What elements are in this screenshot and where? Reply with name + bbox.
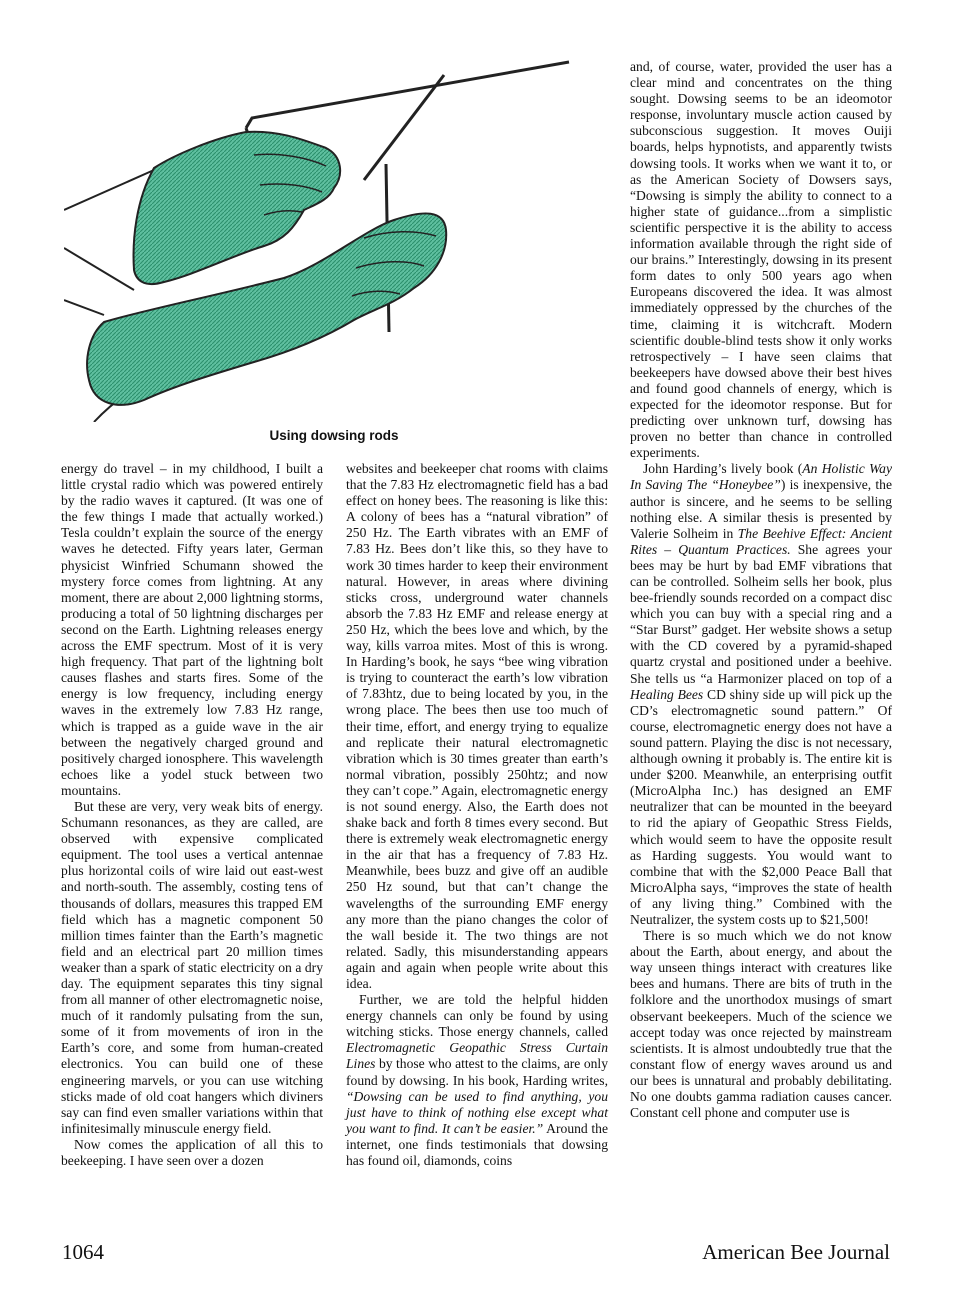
cd-title-italic: Healing Bees bbox=[630, 686, 704, 702]
paragraph: energy do travel – in my childhood, I built a little crystal radio which was powered entirely by the radio waves it captured. (It was one of the few things I made that actually worked.) Tesla couldn’t explain the source of the energy waves he detected. Fifty years later, German physicist Winfried Schumann showed the mystery force comes from lightning. At any moment, there are about 2,000 lightning storms, producing a total of 50 lightning discharges per second on the Earth. Lightning releases energy across the EMF spectrum. Most of it is very high frequency. That part of the lightning bolt causes flashes and starts fires. Some of the energy is low frequency, including energy waves in the extremely low 7.83 Hz range, which is trapped as a guide wave in the air between the negatively charged ground and positively charged ionosphere. This wavelength echoes like a yodel stuck between two mountains. bbox=[61, 461, 323, 798]
page-number: 1064 bbox=[62, 1240, 104, 1264]
text-run: Further, we are told the helpful hidden energy channels can only be found by using witching sticks. Those energy channels, called bbox=[346, 992, 608, 1040]
text-run: John Harding’s lively book ( bbox=[643, 461, 803, 477]
text-run: She agrees your bees may be hurt by bad EMF vibrations that can be controlled. Solheim sells her book, plus bee-friendly sounds recorded on a compact disc which you can buy with a special ring and a “Star Burst” gadget. Her website shows a setup with the CD covered by a pyramid-shaped quartz crystal and positioned under a beehive. She tells us “a Harmonizer placed on top of a bbox=[630, 541, 892, 686]
book-title-italic: An Holistic Way In Saving The “Honeybee” bbox=[630, 461, 892, 493]
harding-quote-italic: “Dowsing can be used to find anything, you just have to think of nothing else except what you want to find. It can’t be easier.” bbox=[346, 1088, 608, 1136]
column-1 bbox=[61, 461, 323, 1169]
book-term-italic: Electromagnetic Geopathic Stress Curtain Lines bbox=[346, 1040, 608, 1072]
column-3 bbox=[630, 59, 892, 1121]
paragraph: and, of course, water, provided the user has a clear mind and concentrates on the thing sought. Dowsing seems to be an ideomotor response, involuntary muscle action caused by subconscious suggestion. It moves Ouiji boards, helps hypnotists, and apparently twists dowsing tools. It works when we want it to, or as the American Society of Dowsers says, “Dowsing is simply the ability to connect to a higher state of guidance...from a simplistic scientific perspective it is the ability to access information available through the right side of our brains.” Interestingly, dowsing in its present form dates to only 500 years ago when Europeans discovered the idea. It was almost immediately oppressed by the churches of the time, claiming it is witchcraft. Modern scientific double-blind tests show it only works retrospectively – I have seen claims that beekeepers have dowsed above their best hives and found good channels of energy, which is expected for the ideomotor response. But for predicting over unknown turf, dowsing has proven no better than chance in controlled experiments. bbox=[630, 59, 892, 461]
paragraph bbox=[346, 992, 608, 1169]
text-run: by those who attest to the claims, are only found by dowsing. In his book, Harding writes, bbox=[346, 1056, 608, 1088]
book-title-italic: The Beehive Effect: Ancient Rites – Quantum Practices. bbox=[630, 525, 892, 557]
paragraph: But these are very, very weak bits of energy. Schumann resonances, as they are called, are observed with expensive complicated equipment. The tool uses a vertical antennae plus horizontal coils of wire laid out east-west and north-south. The assembly, costing tens of thousands of dollars, measures this trapped EM field which has a magnetic component 50 million times fainter than the Earth’s magnetic field and an electrical part 20 million times weaker than a spark of static electricity on a dry day. The equipment separates this tiny signal from all manner of other electromagnetic noise, much of it randomly pulsating from the sun, some of it from movements of iron in the Earth’s core, and some from human-created electronics. You can build one of these engineering marvels, or you can use witching sticks made of old coat hangers which diviners say can find even smaller variations within that infinitesimally minuscule energy field. bbox=[61, 798, 323, 1136]
text-run: Around the internet, one finds testimonials that dowsing has found oil, diamonds, coins bbox=[346, 1120, 608, 1169]
figure-caption: Using dowsing rods bbox=[269, 428, 399, 443]
paragraph: There is so much which we do not know about the Earth, about energy, and about the way unseen things interact with creatures like bees and humans. There are bits of truth in the folklore and the unorthodox musings of smart observant beekeepers. Much of the science we accept today was once rejected by mainstream scientists. It is almost undoubtedly true that the constant flow of energy waves around us and our bees is unnatural and probably debilitating. No one doubts gamma radiation causes cancer. Constant cell phone and computer use is bbox=[630, 928, 892, 1121]
dowsing-rods-figure bbox=[64, 60, 604, 422]
text-run: CD shiny side up will pick up the CD’s electromagnetic sound pattern.” Of course, electromagnetic energy does not have a sound pattern. Playing the disc is not necessary, although owning it probably is. The entire kit is under $200. Meanwhile, an enterprising outfit (MicroAlpha Inc.) has designed an EMF neutralizer that can be mounted in the beeyard to rid the apiary of Geopathic Stress Fields, which would seem to have the opposite result as Harding suggests. You would want to combine that with the $2,000 Peace Ball that MicroAlpha says, “improves the state of health of any living thing.” Combined with the Neutralizer, the system costs up to $21,500! bbox=[630, 686, 892, 927]
column-2 bbox=[346, 461, 608, 1169]
paragraph: Now comes the application of all this to beekeeping. I have seen over a dozen bbox=[61, 1136, 323, 1169]
text-run: ) is inexpensive, the author is sincere, and he seems to be selling nothing else. A similar thesis is presented by Valerie Solheim in bbox=[630, 477, 892, 541]
journal-name: American Bee Journal bbox=[702, 1240, 890, 1264]
paragraph: websites and beekeeper chat rooms with claims that the 7.83 Hz electromagnetic field has a bad effect on honey bees. The reasoning is like this: A colony of bees has a “natural vibration” of 250 Hz. The Earth vibrates with an EMF of 7.83 Hz. Bees don’t like this, so they have to work 30 times harder to keep their environment natural. However, in areas where divining sticks cross, underground water channels absorb the 7.83 Hz EMF and release energy at 250 Hz, which the bees love and which, by the way, kills varroa mites. Most of this is wrong. In Harding’s book, he says “bee wing vibration is trying to counteract the earth’s low vibration of 7.83htz, due to being located by you, in the wrong place. The bees then use too much of their time, effort, and energy trying to equalize and replicate their natural electromagnetic vibration which is 30 times greater than earth’s normal vibration, possibly 250htz; and now they can’t cope.” Again, electromagnetic energy is not sound energy. Also, the Earth does not shake back and forth 8 times every second. But there is extremely weak electromagnetic energy in the air that has a frequency of 7.83 Hz. Meanwhile, bees buzz and give off an audible 250 Hz sound, but that can’t change the wavelengths of the surrounding EMF energy any more than the piano changes the color of the wall beside it. The two things are not related. Sadly, this misunderstanding appears again and again when people write about this idea. bbox=[346, 461, 608, 991]
hands-holding-dowsing-rods-illustration bbox=[64, 60, 604, 422]
paragraph bbox=[630, 461, 892, 928]
